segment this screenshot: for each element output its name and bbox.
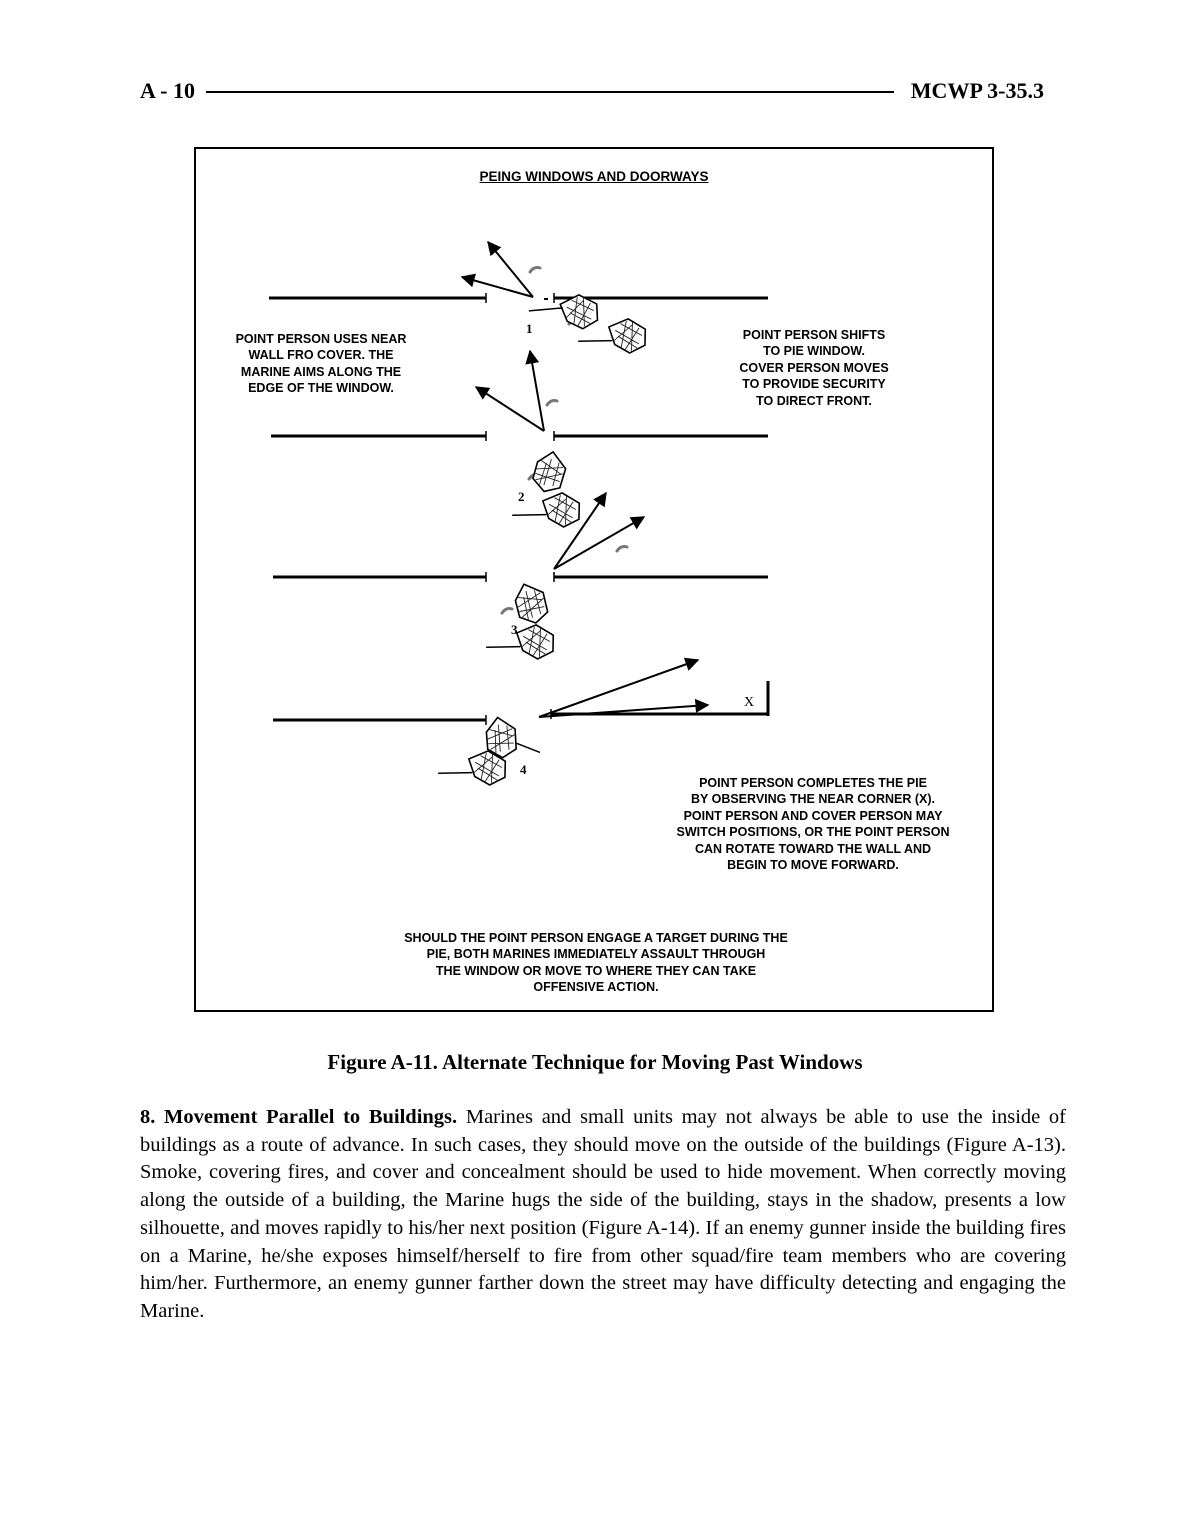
step-2-point-person (527, 450, 571, 495)
note-complete-pie: POINT PERSON COMPLETES THE PIE BY OBSERVING THE NEAR CORNER (X). POINT PERSON AND COVER PERSON MAY SWITCH POSITIONS, OR THE POINT PERSON CAN ROTATE TOWARD THE WALL AND BEGIN TO MOVE FORWARD. (676, 776, 950, 873)
step-4-sectors (539, 660, 708, 717)
note-shift-to-pie: POINT PERSON SHIFTS TO PIE WINDOW. COVER PERSON MOVES TO PROVIDE SECURITY TO DIRECT FRONT. (739, 328, 889, 408)
section-heading: 8. Movement Parallel to Buildings. (140, 1106, 458, 1128)
window-pie-diagram (196, 149, 992, 1010)
window-wall-2 (271, 431, 768, 441)
step-label-2: 2 (518, 489, 525, 504)
step-label-4: 4 (520, 762, 527, 777)
near-corner-mark: X (744, 695, 755, 710)
figure-caption: Figure A-11. Alternate Technique for Moving Past Windows (327, 1050, 863, 1074)
step-1-sectors (462, 242, 579, 324)
figure-frame (194, 147, 994, 1012)
page-number: A - 10 (140, 78, 195, 103)
step-4-cover-person (436, 749, 507, 790)
step-label-3: 3 (511, 622, 518, 637)
publication-id: MCWP 3-35.3 (910, 78, 1044, 103)
paragraph-text: Marines and small units may not always be able to use the inside of buildings as a route of advance. In such cases, they should move on the outside of the buildings (Figure A-13). Smoke, covering fires, and cover and concealment should be used to hide movement. When correctly moving along the outside of a building, the Marine hugs the side of the building, stays in the shadow, presents a low silhouette, and moves rapidly to his/her next position (Figure A-14). If an enemy gunner inside the building fires on a Marine, he/she exposes himself/herself to fire from other squad/fire team members who are covering him/her. Furthermore, an enemy gunner farther down the street may have difficulty detecting and engaging the Marine. (140, 1106, 1066, 1322)
window-wall-3 (273, 572, 768, 582)
step-3-cover-person (484, 623, 555, 664)
body-paragraph (140, 1104, 1066, 1326)
note-near-wall-cover: POINT PERSON USES NEAR WALL FRO COVER. THE MARINE AIMS ALONG THE EDGE OF THE WINDOW. (235, 332, 407, 396)
header-rule (206, 91, 894, 93)
note-engage-target: SHOULD THE POINT PERSON ENGAGE A TARGET DURING THE PIE, BOTH MARINES IMMEDIATELY ASSAULT THROUGH THE WINDOW OR MOVE TO WHERE THEY CAN TAKE OFFENSIVE ACTION. (404, 931, 788, 995)
page-header (140, 78, 1044, 108)
window-wall-1 (269, 293, 768, 303)
step-label-1: 1 (526, 321, 533, 336)
figure-title: PEING WINDOWS AND DOORWAYS (479, 169, 709, 184)
window-wall-4 (273, 681, 768, 725)
